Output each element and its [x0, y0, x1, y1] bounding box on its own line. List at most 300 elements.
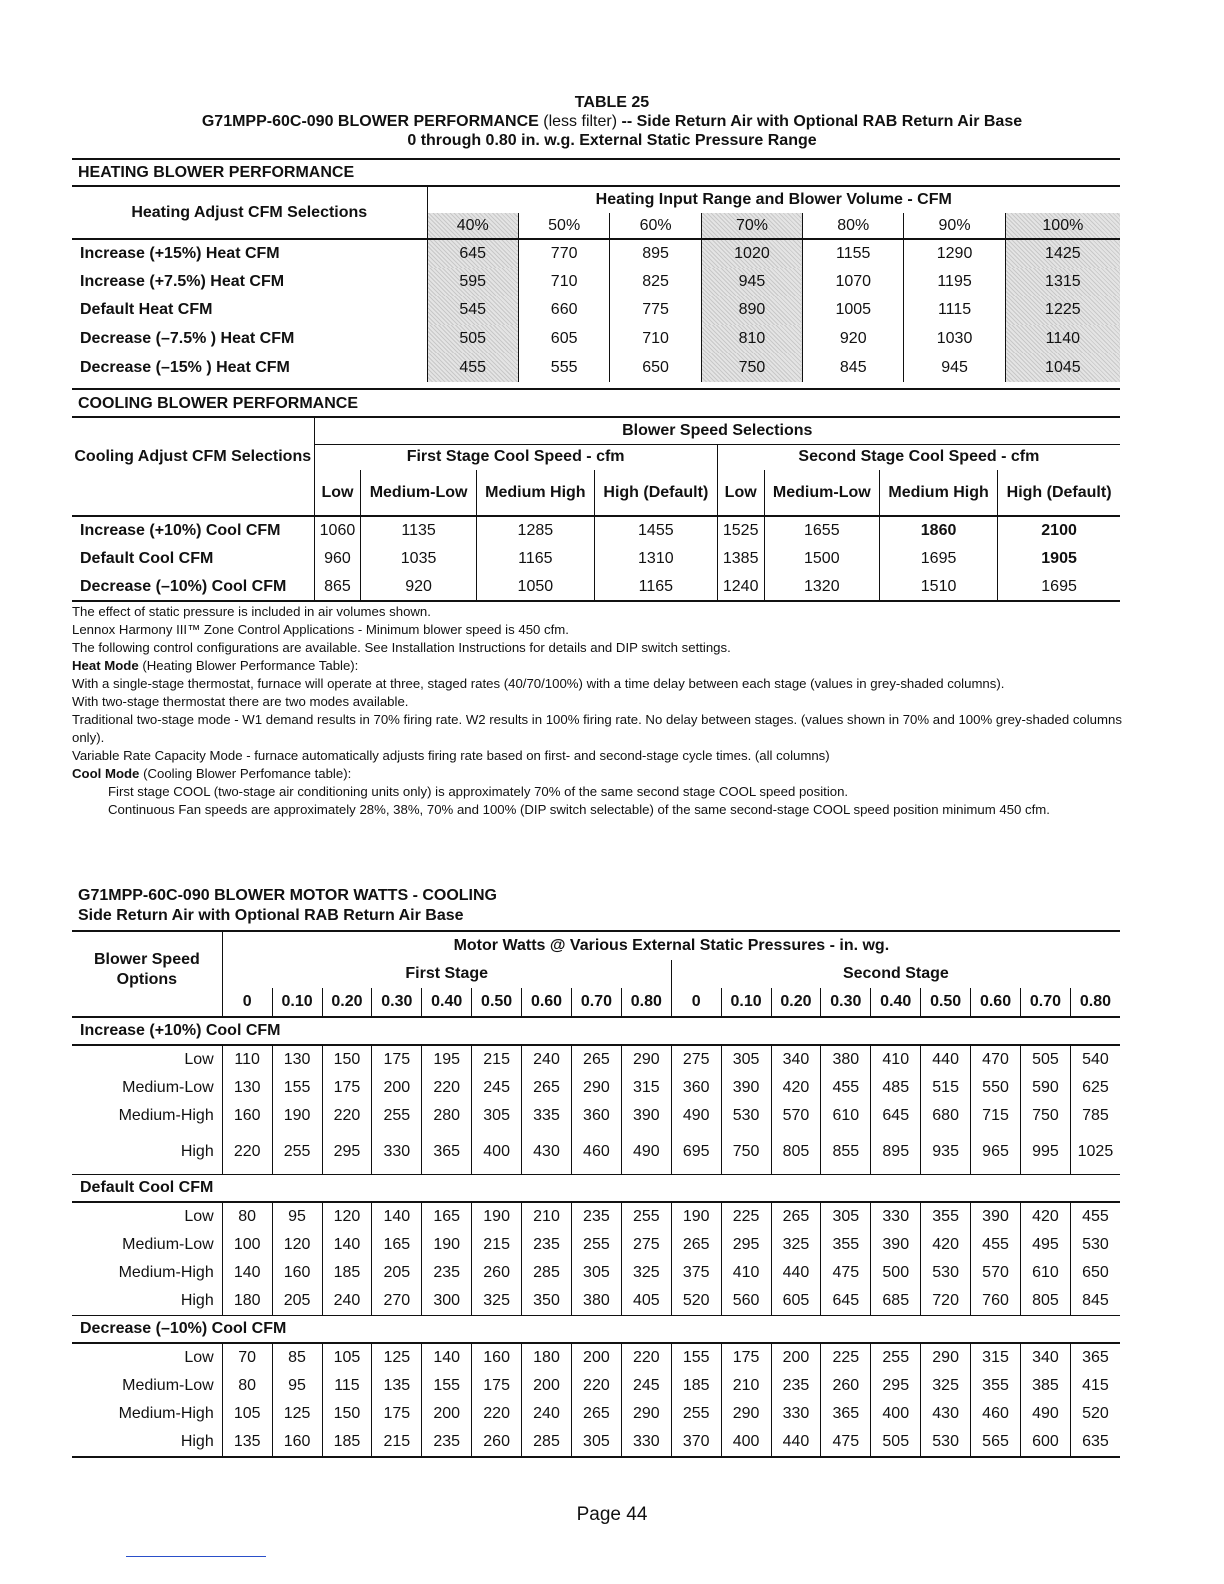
watts-table	[72, 932, 1120, 1458]
watts-cell: 760	[971, 1287, 1021, 1316]
watts-cell: 750	[721, 1130, 771, 1174]
cooling-cell: 1385	[717, 545, 764, 574]
heating-cell: 1425	[1005, 239, 1120, 268]
heating-cell: 650	[610, 353, 701, 382]
watts-cell: 325	[921, 1372, 971, 1400]
watts-cell: 140	[322, 1231, 372, 1259]
watts-cell: 335	[522, 1102, 572, 1130]
watts-cell: 845	[1070, 1287, 1120, 1316]
cooling-row-label: Increase (+10%) Cool CFM	[80, 521, 281, 539]
watts-cell: 805	[1020, 1287, 1070, 1316]
watts-cell: 215	[472, 1231, 522, 1259]
watts-cell: 600	[1020, 1428, 1070, 1457]
watts-cell: 260	[472, 1428, 522, 1457]
cooling-speed-header: Medium-Low	[764, 470, 879, 516]
pressure-header: 0.20	[322, 988, 372, 1017]
watts-speed-label: Medium-Low	[122, 1376, 214, 1394]
watts-cell: 520	[671, 1287, 721, 1316]
note: Lennox Harmony III™ Zone Control Applications - Minimum blower speed is 450 cfm.	[72, 622, 569, 637]
watts-cell: 750	[1020, 1102, 1070, 1130]
heating-cell: 1070	[803, 268, 904, 297]
watts-cell: 570	[971, 1259, 1021, 1287]
heating-cell: 750	[701, 353, 802, 382]
watts-cell: 70	[222, 1343, 272, 1372]
watts-cell: 440	[921, 1045, 971, 1074]
watts-cell: 965	[971, 1130, 1021, 1174]
watts-speed-label: Medium-High	[118, 1263, 214, 1281]
watts-group-row	[72, 1315, 1120, 1343]
note: The following control configurations are available. See Installation Instructions for details and DIP switch settings.	[72, 640, 731, 655]
watts-cell: 420	[771, 1074, 821, 1102]
note: With two-stage thermostat there are two modes available.	[72, 694, 409, 709]
heating-cell: 505	[427, 325, 518, 354]
heating-cell: 825	[610, 268, 701, 297]
watts-cell: 200	[372, 1074, 422, 1102]
heating-cell: 660	[518, 296, 609, 325]
watts-cell: 190	[272, 1102, 322, 1130]
watts-cell: 200	[771, 1343, 821, 1372]
watts-cell: 225	[721, 1202, 771, 1231]
watts-cell: 255	[621, 1202, 671, 1231]
watts-cell: 565	[971, 1428, 1021, 1457]
watts-cell: 805	[771, 1130, 821, 1174]
watts-cell: 460	[571, 1130, 621, 1174]
watts-cell: 125	[272, 1400, 322, 1428]
pressure-header: 0.30	[821, 988, 871, 1017]
heating-column-header: 40%	[427, 213, 518, 239]
watts-speed-label: Medium-High	[118, 1107, 214, 1124]
cooling-cell: 920	[361, 573, 476, 602]
cooling-cell: 1165	[476, 545, 594, 574]
watts-group-label: Default Cool CFM	[72, 1174, 1120, 1202]
watts-cell: 295	[871, 1372, 921, 1400]
note: Variable Rate Capacity Mode - furnace automatically adjusts firing rate based on first- and second-stage cycle times. (all columns)	[72, 748, 830, 763]
watts-cell: 305	[571, 1259, 621, 1287]
watts-cell: 265	[571, 1400, 621, 1428]
watts-cell: 490	[1020, 1400, 1070, 1428]
pressure-header: 0.70	[1020, 988, 1070, 1017]
watts-cell: 290	[621, 1045, 671, 1074]
cooling-speed-header: Low	[314, 470, 361, 516]
watts-cell: 720	[921, 1287, 971, 1316]
heating-group-header: Heating Input Range and Blower Volume - CFM	[427, 187, 1120, 213]
watts-cell: 130	[272, 1045, 322, 1074]
watts-cell: 605	[771, 1287, 821, 1316]
watts-cell: 295	[721, 1231, 771, 1259]
watts-cell: 125	[372, 1343, 422, 1372]
heating-column-header: 80%	[803, 213, 904, 239]
heating-cell: 595	[427, 268, 518, 297]
watts-cell: 330	[871, 1202, 921, 1231]
watts-cell: 455	[971, 1231, 1021, 1259]
watts-cell: 220	[571, 1372, 621, 1400]
watts-cell: 340	[1020, 1343, 1070, 1372]
note: With a single-stage thermostat, furnace will operate at three, staged rates (40/70/100%) with a time delay between each stage (values in grey-shaded columns).	[72, 676, 1005, 691]
cooling-row-header: Cooling Adjust CFM Selections	[72, 418, 314, 516]
cooling-cell: 1905	[998, 545, 1120, 574]
watts-cell: 205	[372, 1259, 422, 1287]
watts-cell: 440	[771, 1428, 821, 1457]
watts-speed-label: Medium-Low	[122, 1235, 214, 1253]
pressure-header: 0.60	[971, 988, 1021, 1017]
watts-row	[72, 1202, 1120, 1231]
watts-cell: 140	[222, 1259, 272, 1287]
watts-cell: 210	[721, 1372, 771, 1400]
watts-cell: 380	[571, 1287, 621, 1316]
cooling-row	[72, 545, 1120, 574]
heating-cell: 1315	[1005, 268, 1120, 297]
watts-cell: 220	[322, 1102, 372, 1130]
heating-cell: 945	[904, 353, 1005, 382]
watts-cell: 220	[472, 1400, 522, 1428]
watts-stage1-header: First Stage	[222, 960, 671, 988]
watts-speed-label: Low	[184, 1348, 214, 1366]
watts-cell: 420	[921, 1231, 971, 1259]
watts-cell: 165	[422, 1202, 472, 1231]
watts-cell: 290	[571, 1074, 621, 1102]
watts-cell: 120	[322, 1202, 372, 1231]
watts-cell: 685	[871, 1287, 921, 1316]
watts-cell: 505	[1020, 1045, 1070, 1074]
pressure-header: 0.10	[272, 988, 322, 1017]
heating-row	[72, 296, 1120, 325]
watts-cell: 490	[621, 1130, 671, 1174]
watts-cell: 290	[921, 1343, 971, 1372]
watts-cell: 505	[871, 1428, 921, 1457]
watts-cell: 255	[671, 1400, 721, 1428]
watts-row	[72, 1130, 1120, 1174]
watts-cell: 220	[222, 1130, 272, 1174]
watts-cell: 150	[322, 1400, 372, 1428]
cooling-speed-header: Medium High	[476, 470, 594, 516]
heating-row	[72, 268, 1120, 297]
watts-cell: 245	[472, 1074, 522, 1102]
watts-cell: 190	[472, 1202, 522, 1231]
pressure-header: 0.40	[422, 988, 472, 1017]
watts-row	[72, 1372, 1120, 1400]
watts-cell: 1025	[1070, 1130, 1120, 1174]
heating-cell: 545	[427, 296, 518, 325]
heating-row	[72, 353, 1120, 382]
divider	[72, 600, 1120, 602]
cooling-group-header: Blower Speed Selections	[314, 418, 1120, 444]
watts-cell: 225	[821, 1343, 871, 1372]
heating-column-header: 90%	[904, 213, 1005, 239]
cooling-cell: 1525	[717, 516, 764, 545]
heating-cell: 890	[701, 296, 802, 325]
cooling-table	[72, 418, 1120, 602]
note-heat-mode: Heat Mode (Heating Blower Performance Table):	[72, 658, 359, 673]
cooling-cell: 1500	[764, 545, 879, 574]
heating-row-label: Decrease (–7.5% ) Heat CFM	[80, 330, 295, 348]
watts-group-label: Decrease (–10%) Cool CFM	[72, 1315, 1120, 1343]
watts-cell: 610	[821, 1102, 871, 1130]
watts-cell: 410	[871, 1045, 921, 1074]
heating-cell: 710	[518, 268, 609, 297]
watts-cell: 485	[871, 1074, 921, 1102]
watts-cell: 175	[721, 1343, 771, 1372]
watts-row	[72, 1259, 1120, 1287]
watts-cell: 200	[571, 1343, 621, 1372]
pressure-header: 0.20	[771, 988, 821, 1017]
cooling-speed-header: High (Default)	[998, 470, 1120, 516]
watts-cell: 155	[671, 1343, 721, 1372]
watts-cell: 110	[222, 1045, 272, 1074]
watts-cell: 220	[621, 1343, 671, 1372]
watts-cell: 190	[671, 1202, 721, 1231]
heating-cell: 845	[803, 353, 904, 382]
watts-cell: 155	[272, 1074, 322, 1102]
watts-cell: 415	[1070, 1372, 1120, 1400]
watts-cell: 515	[921, 1074, 971, 1102]
watts-cell: 270	[372, 1287, 422, 1316]
watts-cell: 695	[671, 1130, 721, 1174]
watts-cell: 570	[771, 1102, 821, 1130]
watts-cell: 115	[322, 1372, 372, 1400]
watts-cell: 105	[222, 1400, 272, 1428]
cooling-cell: 1035	[361, 545, 476, 574]
cooling-cell: 1455	[594, 516, 717, 545]
cooling-stage2-header: Second Stage Cool Speed - cfm	[717, 444, 1120, 470]
watts-cell: 530	[721, 1102, 771, 1130]
watts-cell: 475	[821, 1259, 871, 1287]
heating-cell: 775	[610, 296, 701, 325]
watts-subtitle: Side Return Air with Optional RAB Return Air Base	[78, 907, 464, 924]
watts-cell: 220	[422, 1074, 472, 1102]
table-title	[0, 112, 1224, 131]
watts-cell: 355	[821, 1231, 871, 1259]
pressure-header: 0.40	[871, 988, 921, 1017]
heating-cell: 1005	[803, 296, 904, 325]
watts-row	[72, 1231, 1120, 1259]
watts-cell: 265	[571, 1045, 621, 1074]
watts-title: G71MPP-60C-090 BLOWER MOTOR WATTS - COOLING	[78, 887, 497, 904]
watts-cell: 785	[1070, 1102, 1120, 1130]
watts-cell: 255	[372, 1102, 422, 1130]
watts-cell: 475	[821, 1428, 871, 1457]
heating-cell: 920	[803, 325, 904, 354]
watts-stage2-header: Second Stage	[671, 960, 1120, 988]
heating-row-label: Default Heat CFM	[80, 301, 213, 319]
watts-cell: 200	[422, 1400, 472, 1428]
watts-cell: 365	[821, 1400, 871, 1428]
watts-cell: 240	[522, 1045, 572, 1074]
watts-cell: 195	[422, 1045, 472, 1074]
heating-cell: 1030	[904, 325, 1005, 354]
heating-section-title: HEATING BLOWER PERFORMANCE	[78, 164, 355, 181]
watts-cell: 175	[372, 1045, 422, 1074]
watts-cell: 175	[322, 1074, 372, 1102]
heating-cell: 1290	[904, 239, 1005, 268]
watts-cell: 155	[422, 1372, 472, 1400]
watts-cell: 350	[522, 1287, 572, 1316]
watts-cell: 610	[1020, 1259, 1070, 1287]
title-normal: (less filter)	[543, 113, 618, 130]
watts-cell: 430	[921, 1400, 971, 1428]
watts-cell: 330	[771, 1400, 821, 1428]
watts-cell: 635	[1070, 1428, 1120, 1457]
watts-cell: 540	[1070, 1045, 1120, 1074]
heating-table	[72, 187, 1120, 382]
watts-cell: 275	[621, 1231, 671, 1259]
watts-cell: 135	[222, 1428, 272, 1457]
watts-cell: 180	[522, 1343, 572, 1372]
watts-row-header: Blower Speed Options	[72, 932, 222, 1017]
watts-cell: 355	[971, 1372, 1021, 1400]
cooling-stage1-header: First Stage Cool Speed - cfm	[314, 444, 717, 470]
title-rest: -- Side Return Air with Optional RAB Return Air Base	[621, 113, 1023, 130]
cooling-cell: 1050	[476, 573, 594, 602]
heating-cell: 645	[427, 239, 518, 268]
watts-cell: 375	[671, 1259, 721, 1287]
watts-cell: 370	[671, 1428, 721, 1457]
watts-cell: 400	[871, 1400, 921, 1428]
watts-cell: 160	[222, 1102, 272, 1130]
watts-cell: 420	[1020, 1202, 1070, 1231]
footer-link-underline	[126, 1556, 266, 1557]
watts-cell: 215	[472, 1045, 522, 1074]
watts-cell: 80	[222, 1372, 272, 1400]
note: Continuous Fan speeds are approximately 28%, 38%, 70% and 100% (DIP switch selectable) of the same second-stage COOL speed position minimum 450 cfm.	[108, 802, 1050, 817]
heating-column-header: 70%	[701, 213, 802, 239]
watts-cell: 95	[272, 1372, 322, 1400]
cooling-cell: 1285	[476, 516, 594, 545]
watts-cell: 235	[571, 1202, 621, 1231]
watts-cell: 365	[422, 1130, 472, 1174]
heating-cell: 945	[701, 268, 802, 297]
watts-cell: 130	[222, 1074, 272, 1102]
note: Traditional two-stage mode - W1 demand results in 70% firing rate. W2 results in 100% firing rate. No delay between stages. (values shown in 70% and 100% grey-shaded columns only).	[72, 712, 1122, 745]
heating-row	[72, 239, 1120, 268]
watts-cell: 255	[272, 1130, 322, 1174]
watts-cell: 275	[671, 1045, 721, 1074]
watts-cell: 360	[671, 1074, 721, 1102]
watts-cell: 895	[871, 1130, 921, 1174]
cooling-cell: 960	[314, 545, 361, 574]
page-number: Page 44	[576, 1504, 648, 1525]
watts-cell: 400	[721, 1428, 771, 1457]
pressure-header: 0.30	[372, 988, 422, 1017]
watts-cell: 650	[1070, 1259, 1120, 1287]
title-bold: G71MPP-60C-090 BLOWER PERFORMANCE	[201, 113, 539, 130]
pressure-header: 0.50	[472, 988, 522, 1017]
watts-cell: 160	[472, 1343, 522, 1372]
watts-cell: 400	[472, 1130, 522, 1174]
watts-cell: 160	[272, 1428, 322, 1457]
watts-cell: 205	[272, 1287, 322, 1316]
watts-cell: 995	[1020, 1130, 1070, 1174]
watts-cell: 160	[272, 1259, 322, 1287]
watts-row	[72, 1287, 1120, 1316]
watts-cell: 645	[821, 1287, 871, 1316]
watts-group-label: Increase (+10%) Cool CFM	[72, 1017, 1120, 1045]
watts-cell: 305	[821, 1202, 871, 1231]
watts-cell: 265	[771, 1202, 821, 1231]
cooling-cell: 1240	[717, 573, 764, 602]
watts-cell: 405	[621, 1287, 671, 1316]
pressure-header: 0.80	[621, 988, 671, 1017]
pressure-header: 0	[671, 988, 721, 1017]
watts-cell: 140	[372, 1202, 422, 1231]
watts-cell: 390	[621, 1102, 671, 1130]
watts-cell: 185	[671, 1372, 721, 1400]
cooling-row-label: Default Cool CFM	[80, 549, 214, 567]
watts-speed-label: Medium-High	[118, 1404, 214, 1422]
watts-cell: 390	[871, 1231, 921, 1259]
heating-cell: 455	[427, 353, 518, 382]
cooling-cell: 1695	[998, 573, 1120, 602]
cooling-speed-header: Medium-Low	[361, 470, 476, 516]
cooling-row	[72, 573, 1120, 602]
watts-cell: 210	[522, 1202, 572, 1231]
watts-speed-label: Low	[184, 1207, 214, 1225]
watts-cell: 430	[522, 1130, 572, 1174]
table-subtitle: 0 through 0.80 in. w.g. External Static Pressure Range	[407, 132, 817, 149]
cooling-speed-header: Low	[717, 470, 764, 516]
watts-cell: 285	[522, 1259, 572, 1287]
watts-speed-label: High	[180, 1142, 214, 1160]
watts-cell: 290	[721, 1400, 771, 1428]
cooling-cell: 1060	[314, 516, 361, 545]
watts-cell: 300	[422, 1287, 472, 1316]
watts-cell: 255	[571, 1231, 621, 1259]
cooling-cell: 1310	[594, 545, 717, 574]
watts-cell: 265	[671, 1231, 721, 1259]
watts-cell: 260	[821, 1372, 871, 1400]
heating-cell: 1045	[1005, 353, 1120, 382]
note: First stage COOL (two-stage air conditioning units only) is approximately 70% of the same second stage COOL speed position.	[108, 784, 849, 799]
cooling-cell: 1135	[361, 516, 476, 545]
watts-cell: 460	[971, 1400, 1021, 1428]
note-cool-mode: Cool Mode (Cooling Blower Perfomance table):	[72, 766, 352, 781]
divider	[72, 158, 1120, 160]
cooling-cell: 1695	[880, 545, 998, 574]
watts-cell: 390	[971, 1202, 1021, 1231]
watts-cell: 325	[771, 1231, 821, 1259]
watts-cell: 105	[322, 1343, 372, 1372]
watts-cell: 80	[222, 1202, 272, 1231]
pressure-header: 0.50	[921, 988, 971, 1017]
heating-cell: 710	[610, 325, 701, 354]
watts-cell: 135	[372, 1372, 422, 1400]
pressure-header: 0	[222, 988, 272, 1017]
watts-cell: 235	[522, 1231, 572, 1259]
heating-cell: 895	[610, 239, 701, 268]
cooling-cell: 2100	[998, 516, 1120, 545]
watts-cell: 280	[422, 1102, 472, 1130]
watts-cell: 255	[871, 1343, 921, 1372]
divider	[72, 388, 1120, 390]
watts-cell: 185	[322, 1259, 372, 1287]
watts-cell: 325	[472, 1287, 522, 1316]
watts-row	[72, 1102, 1120, 1130]
heating-column-header: 50%	[518, 213, 609, 239]
heating-cell: 1115	[904, 296, 1005, 325]
cooling-cell: 865	[314, 573, 361, 602]
notes	[72, 603, 1132, 819]
watts-cell: 315	[621, 1074, 671, 1102]
note: The effect of static pressure is included in air volumes shown.	[72, 604, 431, 619]
watts-cell: 455	[1070, 1202, 1120, 1231]
heating-cell: 1195	[904, 268, 1005, 297]
cooling-cell: 1320	[764, 573, 879, 602]
heating-column-header: 100%	[1005, 213, 1120, 239]
watts-cell: 330	[621, 1428, 671, 1457]
watts-group-header: Motor Watts @ Various External Static Pressures - in. wg.	[222, 932, 1120, 960]
watts-cell: 340	[771, 1045, 821, 1074]
watts-cell: 590	[1020, 1074, 1070, 1102]
watts-group-row	[72, 1017, 1120, 1045]
